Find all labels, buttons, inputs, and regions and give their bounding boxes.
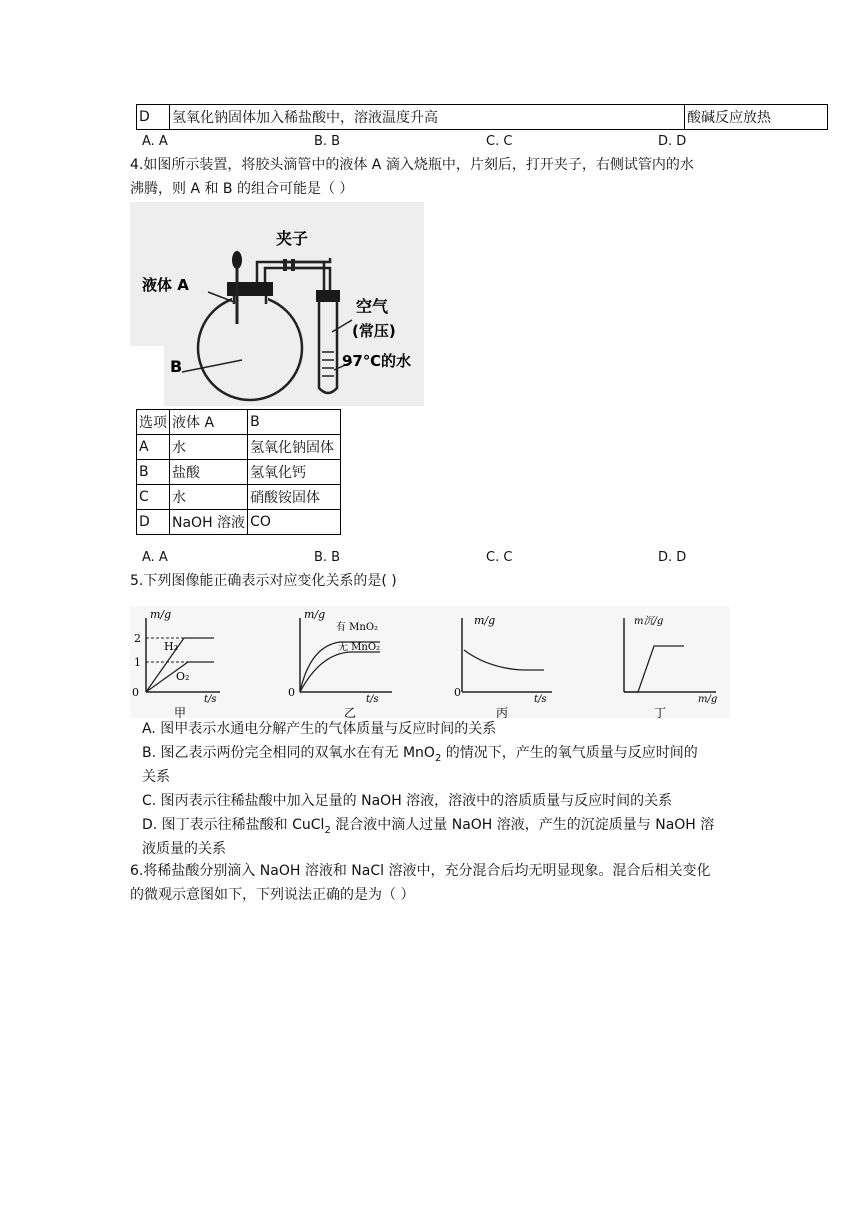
jia-h2-label: H₂: [164, 640, 179, 653]
option-d: D. D: [658, 550, 687, 565]
jia-origin: 0: [132, 686, 139, 699]
bing-caption: 丙: [496, 706, 509, 718]
q4-table: [136, 409, 341, 535]
yi-caption: 乙: [344, 706, 357, 718]
q5-option-d: [142, 814, 714, 842]
q5-option-b-line2: 关系: [142, 769, 170, 785]
q4-row-b-liquid: 盐酸: [170, 460, 248, 485]
option-a: A. A: [142, 134, 168, 149]
bing-xlabel: t/s: [534, 694, 547, 705]
q6-stem-line1: 6.将稀盐酸分别滴入 NaOH 溶液和 NaCl 溶液中，充分混合后均无明显现象。混合后相关变化: [130, 863, 711, 879]
label-clip: 夹子: [276, 229, 309, 248]
option-c: C. C: [486, 550, 513, 565]
q5-option-b: [142, 742, 698, 770]
q5-option-a: A. 图甲表示水通电分解产生的气体质量与反应时间的关系: [142, 721, 497, 737]
q4-row-c-b: 硝酸铵固体: [248, 485, 341, 510]
q4-row-c-liquid: 水: [170, 485, 248, 510]
row-key: D: [137, 105, 170, 130]
label-air: 空气: [356, 297, 389, 316]
jia-y1: 1: [134, 656, 141, 669]
q5-option-b-post: 的情况下，产生的氧气质量与反应时间的: [441, 745, 698, 761]
bing-ylabel: m/g: [474, 614, 496, 627]
q5-option-d-sub: 2: [324, 824, 331, 836]
option-d: D. D: [658, 134, 687, 149]
q3-options: [142, 132, 702, 152]
ding-caption: 丁: [654, 706, 667, 718]
apparatus-figure: [130, 202, 424, 406]
q5-option-b-pre: B. 图乙表示两份完全相同的双氧水在有无 MnO: [142, 745, 435, 761]
option-a: A. A: [142, 550, 168, 565]
option-b: B. B: [314, 550, 341, 565]
q5-charts: [130, 606, 730, 718]
jia-ylabel: m/g: [150, 608, 172, 621]
q4-row-b-key: B: [137, 460, 170, 485]
q5-option-b-sub: 2: [434, 752, 442, 764]
jia-caption: 甲: [174, 706, 187, 718]
q5-stem: 5.下列图像能正确表示对应变化关系的是( ): [130, 573, 397, 589]
q5-option-d-post: 混合液中滴人过量 NaOH 溶液，产生的沉淀质量与 NaOH 溶: [330, 817, 715, 833]
q6-stem-line2: 的微观示意图如下，下列说法正确的是为（ ）: [130, 887, 415, 903]
row-note: 酸碱反应放热: [685, 105, 828, 130]
q4-row-a-liquid: 水: [170, 435, 248, 460]
option-b: B. B: [314, 134, 341, 149]
jia-y2: 2: [134, 632, 141, 645]
q4-row-d-b: CO: [248, 510, 341, 535]
q4-row-a-b: 氢氧化钠固体: [248, 435, 341, 460]
q4-head-b: B: [248, 410, 341, 435]
q5-option-d-line2: 液质量的关系: [142, 841, 226, 857]
yi-without-label: 无 MnO₂: [338, 642, 381, 653]
q4-row-c-key: C: [137, 485, 170, 510]
yi-ylabel: m/g: [304, 608, 326, 621]
ding-xlabel: m/g: [698, 694, 718, 705]
row-text: 氢氧化钠固体加入稀盐酸中，溶液温度升高: [170, 105, 685, 130]
label-water: 97℃的水: [342, 352, 412, 370]
yi-with-label: 有 MnO₂: [336, 622, 379, 633]
q4-row-d-liquid: NaOH 溶液: [170, 510, 248, 535]
q4-row-b-b: 氢氧化钙: [248, 460, 341, 485]
bing-origin: 0: [454, 686, 461, 699]
q4-options: [142, 548, 702, 568]
yi-origin: 0: [288, 686, 295, 699]
q4-stem-line1: 4.如图所示装置，将胶头滴管中的液体 A 滴入烧瓶中，片刻后，打开夹子，右侧试管内的水: [130, 157, 694, 173]
yi-xlabel: t/s: [366, 694, 379, 705]
ding-ylabel: m沉/g: [634, 616, 664, 627]
q4-head-a: 液体 A: [170, 410, 248, 435]
jia-o2-label: O₂: [176, 670, 190, 683]
label-b: B: [170, 357, 183, 376]
q4-row-a-key: A: [137, 435, 170, 460]
q4-row-d-key: D: [137, 510, 170, 535]
answer-table-row: [136, 104, 828, 130]
label-pressure: (常压): [352, 322, 396, 340]
q4-stem-line2: 沸腾，则 A 和 B 的组合可能是（ ）: [130, 181, 354, 197]
q4-head-option: 选项: [137, 410, 170, 435]
q5-option-c: C. 图丙表示往稀盐酸中加入足量的 NaOH 溶液，溶液中的溶质质量与反应时间的关系: [142, 793, 673, 809]
q5-option-d-pre: D. 图丁表示往稀盐酸和 CuCl: [142, 817, 325, 833]
option-c: C. C: [486, 134, 513, 149]
jia-xlabel: t/s: [204, 694, 217, 705]
label-liquid-a: 液体 A: [142, 276, 189, 294]
